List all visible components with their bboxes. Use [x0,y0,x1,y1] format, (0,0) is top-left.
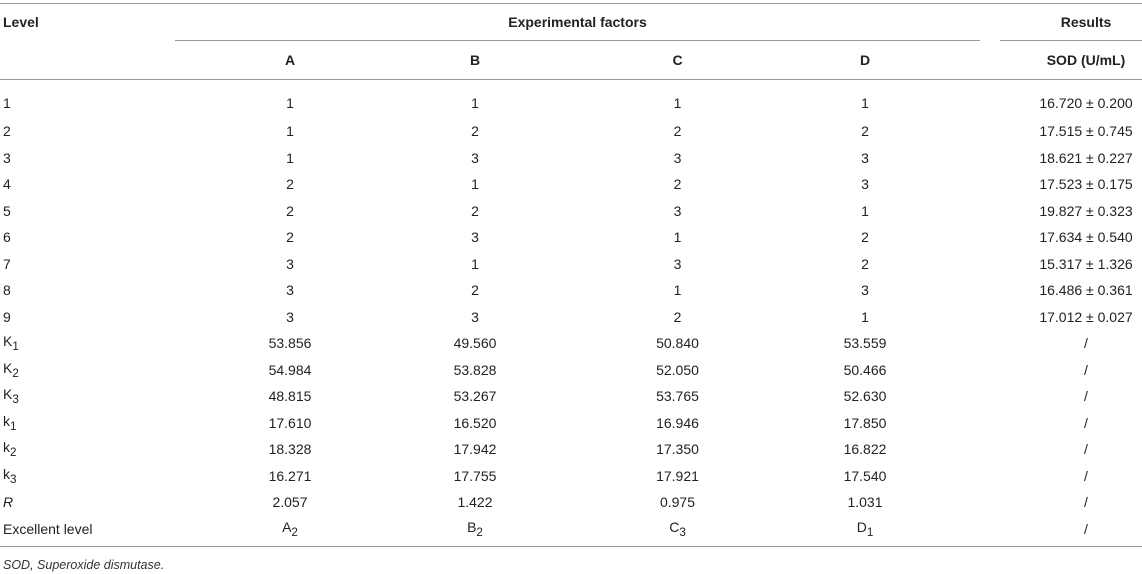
table-row [0,251,1142,278]
cell-factor-a: 2 [286,176,294,193]
table-row [0,277,1142,304]
header-row-top [0,4,1142,41]
cell-factor-c: 50.840 [656,335,699,352]
cell-sod: 17.515 ± 0.745 [1039,123,1133,140]
cell-factor-a: 1 [286,95,294,111]
summary-row [0,383,1142,410]
cell-level: 9 [3,308,11,325]
cell-factor-a: 18.328 [268,441,312,458]
table-row [0,171,1142,198]
table-row [0,118,1142,145]
cell-factor-b: 1 [471,176,479,193]
level-subscript: 2 [12,366,19,380]
cell-factor-c: 53.765 [656,388,699,405]
header-level: Level [0,4,175,41]
cell-factor-a: 1 [286,149,294,166]
cell-factor-d: 16.822 [843,441,887,458]
cell-factor-a: 3 [286,308,294,325]
level-symbol: k [3,439,10,456]
level-subscript: 1 [10,419,17,433]
cell-level: 2 [3,123,11,140]
cell-level [0,383,175,410]
cell-sod: / [1084,335,1088,352]
table-row [0,304,1142,331]
summary-row [0,410,1142,437]
factor-symbol: B [467,518,477,535]
cell-sod: / [1000,516,1142,547]
cell-factor-b: 1 [471,255,479,272]
cell-sod: 17.012 ± 0.027 [1039,308,1133,325]
cell-factor-b: 1.422 [457,494,493,511]
cell-sod: 17.523 ± 0.175 [1039,176,1133,193]
cell-factor-c: 1 [673,229,682,246]
cell-sod: 17.634 ± 0.540 [1039,229,1133,246]
cell-factor-d: 52.630 [843,388,887,405]
level-subscript: 3 [10,472,17,486]
excellent-level-row [0,516,1142,547]
header-factor-b: B [375,41,575,80]
cell-factor-b: 53.267 [453,388,497,405]
cell-factor-c: 3 [673,255,682,272]
cell-level: 6 [3,229,11,246]
cell-factor-a: 17.610 [268,414,312,431]
header-factor-a: A [175,41,375,80]
cell-factor-b: 17.755 [453,467,497,484]
cell-factor-a: 48.815 [268,388,312,405]
cell-level: 3 [3,149,11,166]
cell-factor-c: 3 [673,202,682,219]
level-symbol: k [3,465,10,482]
cell-factor-a: 54.984 [268,361,312,378]
factor-subscript: 3 [679,525,686,539]
header-results: Results [1000,4,1142,41]
table-row [0,224,1142,251]
cell-factor-d: 3 [861,282,869,299]
cell-level [0,436,175,463]
level-subscript: 1 [12,340,19,354]
table-row [0,80,1142,119]
cell-sod: / [1084,494,1088,511]
cell-sod: 19.827 ± 0.323 [1039,202,1133,219]
cell-sod: / [1084,414,1088,431]
header-sod: SOD (U/mL) [1000,41,1142,80]
cell-level: 5 [3,202,11,219]
factor-symbol: A [282,518,292,535]
cell-factor-d: 1 [861,308,869,325]
factor-subscript: 2 [291,525,298,539]
cell-level: 7 [3,255,11,272]
cell-sod: 16.720 ± 0.200 [1039,95,1133,111]
table-row [0,145,1142,172]
cell-sod: 15.317 ± 1.326 [1039,255,1133,272]
cell-factor-a: 53.856 [268,335,312,352]
cell-factor-d: 2 [861,123,869,140]
level-symbol: K [3,333,13,350]
cell-sod: 16.486 ± 0.361 [1039,282,1133,299]
cell-factor-b: 49.560 [453,335,497,352]
cell-factor-b: 3 [471,149,479,166]
cell-factor-a: 3 [286,282,294,299]
cell-factor-b: 2 [471,202,479,219]
header-row-sub [0,41,1142,80]
cell-level: 1 [3,95,11,111]
cell-factor-d: 17.540 [843,467,887,484]
cell-factor-d: 3 [861,149,869,166]
cell-level: R [3,494,14,511]
summary-row [0,357,1142,384]
cell-factor-c: 17.350 [656,441,699,458]
cell-factor-b: 53.828 [453,361,497,378]
factor-symbol: D [856,518,867,535]
cell-factor-b: 16.520 [453,414,497,431]
level-symbol: K [3,359,13,376]
cell-factor-b [375,516,575,547]
cell-level [0,330,175,357]
cell-factor-b: 1 [471,95,479,111]
level-symbol: k [3,412,10,429]
cell-level: 8 [3,282,11,299]
level-subscript: 2 [10,446,17,460]
cell-factor-c: 2 [673,308,682,325]
cell-factor-a: 3 [286,255,294,272]
summary-row [0,463,1142,490]
cell-factor-d: 50.466 [843,361,887,378]
cell-factor-c: 3 [673,149,682,166]
cell-factor-c: 2 [673,123,682,140]
cell-factor-d: 17.850 [843,414,887,431]
cell-factor-c [575,516,780,547]
summary-row [0,436,1142,463]
cell-factor-b: 17.942 [453,441,497,458]
cell-factor-d: 1.031 [847,494,883,511]
cell-factor-b: 3 [471,308,479,325]
cell-factor-a [175,516,375,547]
cell-factor-c: 16.946 [656,414,699,431]
cell-sod: / [1084,467,1088,484]
cell-factor-a: 2 [286,229,294,246]
cell-level [0,357,175,384]
factor-symbol: C [669,518,680,535]
header-experimental-factors: Experimental factors [175,4,980,41]
cell-factor-d: 1 [861,95,869,111]
cell-factor-b: 2 [471,282,479,299]
cell-factor-d: 1 [861,202,869,219]
cell-level [0,463,175,490]
cell-factor-c: 17.921 [656,467,699,484]
cell-sod: / [1084,361,1088,378]
cell-factor-d: 53.559 [843,335,887,352]
level-subscript: 3 [12,393,19,407]
cell-factor-c: 2 [673,176,682,193]
table-footnote: SOD, Superoxide dismutase. [3,558,165,572]
cell-factor-b: 2 [471,123,479,140]
range-row [0,489,1142,516]
factor-subscript: 2 [476,525,483,539]
cell-factor-c: 0.975 [659,494,696,511]
cell-factor-b: 3 [471,229,479,246]
header-factor-c: C [575,41,780,80]
cell-level [0,410,175,437]
cell-factor-d: 3 [861,176,869,193]
orthogonal-test-table [0,3,1142,547]
cell-factor-a: 2 [286,202,294,219]
cell-factor-d: 2 [861,229,869,246]
cell-sod: / [1084,441,1088,458]
cell-factor-a: 2.057 [272,494,308,511]
cell-factor-a: 16.271 [268,467,312,484]
header-factor-d: D [780,41,980,80]
summary-row [0,330,1142,357]
cell-factor-c: 1 [673,282,682,299]
cell-factor-a: 1 [286,123,294,140]
cell-sod: / [1084,388,1088,405]
cell-factor-c: 1 [673,95,682,111]
factor-subscript: 1 [866,525,874,539]
level-symbol: K [3,386,13,403]
table-row [0,198,1142,225]
cell-factor-d [780,516,980,547]
cell-factor-c: 52.050 [656,361,699,378]
cell-factor-d: 2 [861,255,869,272]
table-body [0,80,1142,547]
cell-level: Excellent level [0,516,175,547]
cell-sod: 18.621 ± 0.227 [1039,149,1133,166]
cell-level: 4 [3,176,11,193]
